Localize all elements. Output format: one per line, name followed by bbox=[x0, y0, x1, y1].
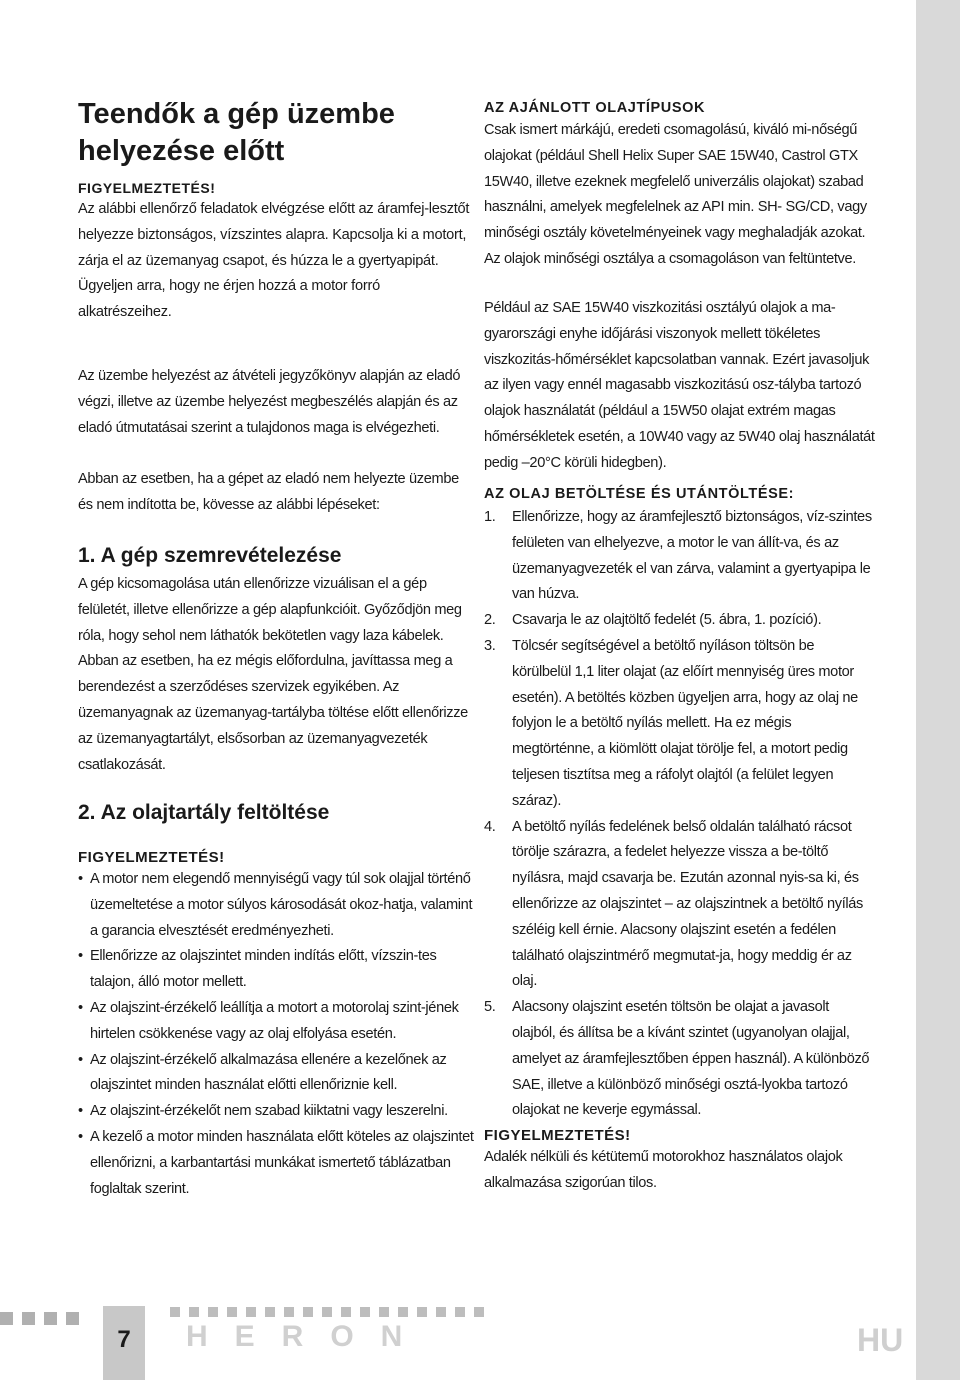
step-text: Csavarja le az olajtöltő fedelét (5. ábra, 1. pozíció). bbox=[512, 612, 822, 629]
step-text: Tölcsér segítségével a betöltő nyíláson töltsön be körülbelül 1,1 liter olajat (az előírt mennyiség üres motor esetén). A betöltés közben ügyeljen arra, hogy az olaj ne folyjon le a betöltő nyílás mellett. Ha ez mégis megtörténne, a kiömlött olajat törölje fel, a motort pedig teljesen tisztítsa meg a ráfolyt olajtól (a felület legyen száraz). bbox=[512, 637, 858, 809]
footer-square-decoration bbox=[246, 1307, 256, 1317]
warning-label: FIGYELMEZTETÉS! bbox=[78, 180, 216, 196]
footer-square-decoration bbox=[436, 1307, 446, 1317]
warning-text-3: Adalék nélküli és kétütemű motorokhoz használatos olajok alkalmazása szigorúan tilos. bbox=[484, 1149, 843, 1191]
footer-square-decoration bbox=[341, 1307, 351, 1317]
footer-square-decoration bbox=[398, 1307, 408, 1317]
page-edge-strip bbox=[916, 0, 960, 1380]
list-item bbox=[484, 634, 876, 815]
footer-square-decoration bbox=[265, 1307, 275, 1317]
oil-types-text: Csak ismert márkájú, eredeti csomagolású, kiváló mi-nőségű olajokat (például Shell Helix Super SAE 15W40, Castrol GTX 15W40, illetve ezeknek megfelelő univerzális olajokat) szabad használni, amelyek megfelelnek az API min. SH- SG/CD, vagy minőségi osztály követelményeinek vagy meghaladják azokat. Az olajok minőségi osztálya a csomagoláson van feltüntetve. bbox=[484, 122, 867, 267]
footer-square-decoration bbox=[284, 1307, 294, 1317]
list-item bbox=[484, 995, 876, 1124]
list-item: • Az olajszint-érzékelő alkalmazása ellenére a kezelőnek az olajszintet minden használat előtti ellenőriznie kell. bbox=[78, 1048, 476, 1100]
footer-square-decoration bbox=[360, 1307, 370, 1317]
footer-square-decoration bbox=[22, 1312, 35, 1325]
title-line-2: helyezése előtt bbox=[78, 135, 285, 167]
footer-square-decoration bbox=[227, 1307, 237, 1317]
title-line-1: Teendők a gép üzembe bbox=[78, 98, 395, 130]
footer-square-decoration bbox=[208, 1307, 218, 1317]
oil-fill-steps bbox=[484, 505, 876, 1124]
step-number: 2. bbox=[484, 612, 496, 629]
footer-square-decoration bbox=[0, 1312, 13, 1325]
list-item: • A kezelő a motor minden használata előtt köteles az olajszintet ellenőrizni, a karbantartási munkákat ismertető táblázatban foglaltak szerint. bbox=[78, 1125, 476, 1202]
step-number: 4. bbox=[484, 818, 496, 835]
step-text: Ellenőrizze, hogy az áramfejlesztő biztonságos, víz-szintes felületen van elhelyezve, a motor le van állít-va, és az üzemanyagvezeték el van zárva, valamint a gyertyapipa le van húzva. bbox=[512, 509, 872, 603]
footer-square-decoration bbox=[322, 1307, 332, 1317]
footer-square-decoration bbox=[474, 1307, 484, 1317]
page-footer bbox=[0, 1290, 960, 1380]
warning-text: Az alábbi ellenőrző feladatok elvégzése előtt az áramfej-lesztőt helyezze biztonságos, vízszintes alapra. Kapcsolja ki a motort, zárja el az üzemanyag csapot, és húzza le a gyertyapipát. Ügyeljen arra, hogy ne érjen hozzá a motor forró alkatrészeihez. bbox=[78, 201, 470, 321]
warning-label-2: FIGYELMEZTETÉS! bbox=[78, 849, 225, 866]
page-number-box bbox=[103, 1306, 145, 1380]
intro-paragraph-2: Abban az esetben, ha a gépet az eladó nem helyezte üzembe és nem indította be, kövesse az alábbi lépéseket: bbox=[78, 471, 459, 513]
page-title bbox=[78, 96, 478, 170]
brand-logo: HERON bbox=[186, 1320, 430, 1353]
oil-fill-heading: AZ OLAJ BETÖLTÉSE ÉS UTÁNTÖLTÉSE: bbox=[484, 486, 795, 502]
footer-square-decoration bbox=[455, 1307, 465, 1317]
section-text-inspection: A gép kicsomagolása után ellenőrizze vizuálisan el a gép felületét, illetve ellenőrizze a gép alapfunkcióit. Győződjön meg róla, hogy sehol nem láthatók bekötetlen vagy laza kábelek. Abban az esetben, ha ez mégis előfordulna, javíttassa meg a berendezést a szerződéses szervizek egyikében. Az üzemanyagnak az üzemanyag-tartályba töltése előtt ellenőrizze az üzemanyagtartályt, elsősorban az üzemanyagvezeték csatlakozását. bbox=[78, 576, 468, 773]
step-text: Alacsony olajszint esetén töltsön be olajat a javasolt olajból, és állítsa be a kívánt szintet (ugyanolyan olajjal, amelyet az áramfejlesztőben éppen használ). A különböző SAE, illetve a különböző minőségi osztá-lyokba tartozó olajokat ne keverje egymással. bbox=[512, 999, 870, 1119]
list-item bbox=[484, 505, 876, 608]
list-item: • Az olajszint-érzékelőt nem szabad kiiktatni vagy leszerelni. bbox=[78, 1099, 476, 1125]
step-text: A betöltő nyílás fedelének belső oldalán található rácsot törölje szárazra, a fedelet helyezze vissza a be-töltő nyílásra, majd csavarja be. Ezután azonnal nyis-sa ki, és ellenőrizze az olajszintet – az olajszintnek a betöltő nyílás széléig kell érnie. Alacsony olajszint esetén a fedélen található olajszintmérő megmutat-ja, hogy meddig ér az olaj. bbox=[512, 818, 863, 990]
list-item bbox=[484, 815, 876, 996]
footer-square-decoration bbox=[44, 1312, 57, 1325]
list-item: • A motor nem elegendő mennyiségű vagy túl sok olajjal történő üzemeltetése a motor súlyos károsodását okoz-hatja, valamint a garancia elvesztését eredményezheti. bbox=[78, 867, 476, 944]
footer-square-decoration bbox=[303, 1307, 313, 1317]
oil-types-heading: AZ AJÁNLOTT OLAJTÍPUSOK bbox=[484, 100, 706, 116]
footer-square-decoration bbox=[417, 1307, 427, 1317]
language-code: HU bbox=[857, 1322, 904, 1358]
footer-square-decoration bbox=[379, 1307, 389, 1317]
list-item bbox=[484, 608, 876, 634]
footer-square-decoration bbox=[189, 1307, 199, 1317]
list-item: • Az olajszint-érzékelő leállítja a motort a motorolaj szint-jének hirtelen csökkenése vagy az olaj elfolyása esetén. bbox=[78, 996, 476, 1048]
footer-square-decoration bbox=[170, 1307, 180, 1317]
list-item: • Ellenőrizze az olajszintet minden indítás előtt, vízszin-tes talajon, álló motor mellett. bbox=[78, 944, 476, 996]
oil-warning-list bbox=[78, 867, 476, 1202]
warning-label-3: FIGYELMEZTETÉS! bbox=[484, 1127, 631, 1144]
step-number: 3. bbox=[484, 637, 496, 654]
warning-block-1 bbox=[78, 180, 476, 326]
page-number: 7 bbox=[117, 1326, 131, 1353]
footer-square-decoration bbox=[66, 1312, 79, 1325]
section-heading-inspection: 1. A gép szemrevételezése bbox=[78, 544, 342, 567]
section-heading-oil-tank: 2. Az olajtartály feltöltése bbox=[78, 801, 330, 824]
intro-paragraph: Az üzembe helyezést az átvételi jegyzőkönyv alapján az eladó végzi, illetve az üzembe helyezést megbeszélés alapján és az eladó útmutatásai szerint a tulajdonos maga is elvégezheti. bbox=[78, 368, 461, 436]
oil-types-text-2: Például az SAE 15W40 viszkozitási osztályú olajok a ma-gyarországi enyhe időjárási viszonyok mellett tökéletes viszkozitás-hőmérséklet kapcsolatban vannak. Ezért javasoljuk az ilyen vagy ennél magasabb viszkozitású osz-tályba tartozó olajok használatát (például a 15W50 olajat extrém magas hőmérsékletek esetén, a 10W40 vagy az 5W40 olaj használatát pedig –20°C körüli hidegben). bbox=[484, 300, 875, 471]
step-number: 1. bbox=[484, 509, 496, 525]
step-number: 5. bbox=[484, 999, 496, 1016]
